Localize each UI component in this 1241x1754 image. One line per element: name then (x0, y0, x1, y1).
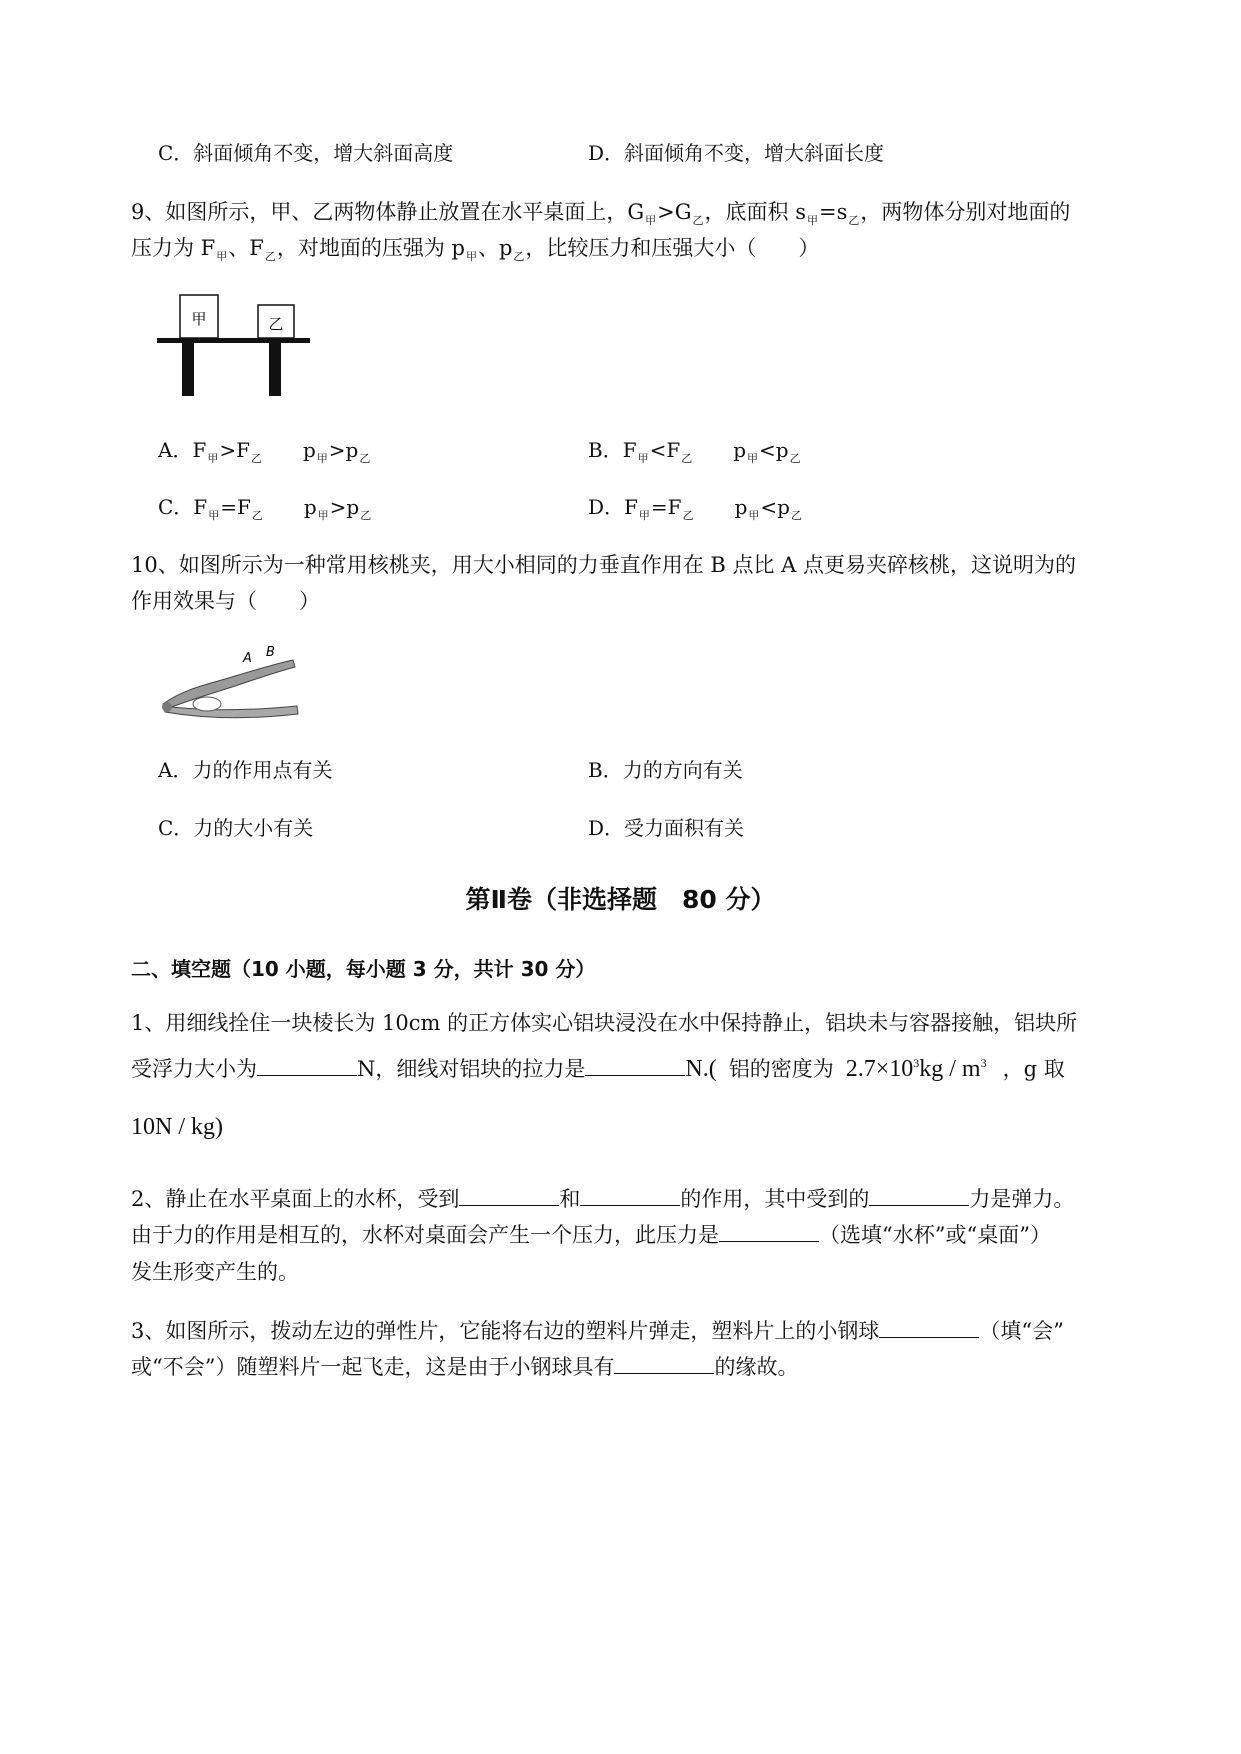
f1-blank-2[interactable] (585, 1055, 685, 1076)
q9-stem-line2: 压力为 $F_甲$、$F_乙$，对地面的压强为 $p_甲$、$p_乙$，比较压力和压强大小（ ） (131, 236, 820, 263)
table-leg-right (269, 343, 281, 396)
q10-option-b: B．力的方向有关 (588, 758, 743, 782)
tabletop (157, 338, 310, 343)
q10-option-c: C．力的大小有关 (158, 816, 314, 840)
f1-line2: 受浮力大小为 N，细线对铝块的拉力是 N.( 铝的密度为 $2.7\times 10^3kg / m^3$ ，g 取 (131, 1056, 1065, 1082)
q10-nutcracker-figure (155, 640, 305, 720)
q10-option-d: D．受力面积有关 (588, 816, 745, 840)
nutcracker-hinge (162, 702, 172, 712)
point-b-label: B (266, 645, 275, 660)
aluminum-density: $2.7\times 10^3kg / m^3$ (845, 1056, 987, 1082)
q8-option-c: C．斜面倾角不变，增大斜面高度 (158, 141, 454, 165)
f3-blank-2[interactable] (614, 1353, 714, 1374)
table-leg-left (182, 343, 194, 396)
f2-line1: 2、静止在水平桌面上的水杯，受到 和 的作用，其中受到的 力是弹力。 (131, 1187, 1075, 1211)
block-yi-label: 乙 (268, 315, 284, 333)
f2-blank-3[interactable] (869, 1185, 969, 1206)
point-a-label: A (243, 651, 252, 666)
f3-blank-1[interactable] (879, 1317, 979, 1338)
q9-table-figure (150, 288, 320, 400)
f2-blank-1[interactable] (459, 1185, 559, 1206)
f1-line1: 1、用细线拴住一块棱长为 10cm 的正方体实心铝块浸没在水中保持静止，铝块未与容器接触，铝块所 (131, 1011, 1078, 1035)
q9-option-a: A．$F_甲>F_乙$ $p_甲>p_乙$ (158, 438, 371, 465)
f2-blank-2[interactable] (580, 1185, 680, 1206)
f3-line1: 3、如图所示，拨动左边的弹性片，它能将右边的塑料片弹走，塑料片上的小钢球 （填“会” (131, 1319, 1064, 1343)
q10-option-a: A．力的作用点有关 (158, 758, 333, 782)
q9-stem-line1: 9、如图所示，甲、乙两物体静止放置在水平桌面上，$G_甲>G_乙$，底面积 $s_甲=s_乙$，两物体分别对地面的 (131, 200, 1071, 227)
nutcracker-lower-arm (163, 706, 298, 718)
q10-stem-line1: 10、如图所示为一种常用核桃夹，用大小相同的力垂直作用在 B 点比 A 点更易夹碎核桃，这说明为的 (131, 553, 1077, 577)
f3-line2: 或“不会”）随塑料片一起飞走，这是由于小钢球具有 的缘故。 (131, 1355, 799, 1379)
q8-option-d: D．斜面倾角不变，增大斜面长度 (588, 141, 885, 165)
part2-title: 第Ⅱ卷（非选择题 80 分） (465, 885, 776, 914)
nutcracker-jaw (193, 697, 221, 711)
f2-line2: 由于力的作用是相互的，水杯对桌面会产生一个压力，此压力是 （选填“水杯”或“桌面”） (131, 1223, 1051, 1247)
f2-line3: 发生形变产生的。 (131, 1260, 299, 1284)
q10-stem-line2: 作用效果与（ ） (131, 589, 320, 613)
block-jia-label: 甲 (191, 310, 207, 328)
f2-blank-4[interactable] (719, 1221, 819, 1242)
f1-blank-1[interactable] (257, 1055, 357, 1076)
q9-option-b: B．$F_甲<F_乙$ $p_甲<p_乙$ (588, 438, 801, 465)
fill-in-section-heading: 二、填空题（10 小题，每小题 3 分，共计 30 分） (131, 957, 596, 981)
nutcracker-upper-arm (163, 660, 295, 708)
f1-line3: 10N / kg) (131, 1114, 223, 1140)
q9-option-d: D．$F_甲=F_乙$ $p_甲<p_乙$ (588, 495, 802, 522)
q9-option-c: C．$F_甲=F_乙$ $p_甲>p_乙$ (158, 495, 372, 522)
